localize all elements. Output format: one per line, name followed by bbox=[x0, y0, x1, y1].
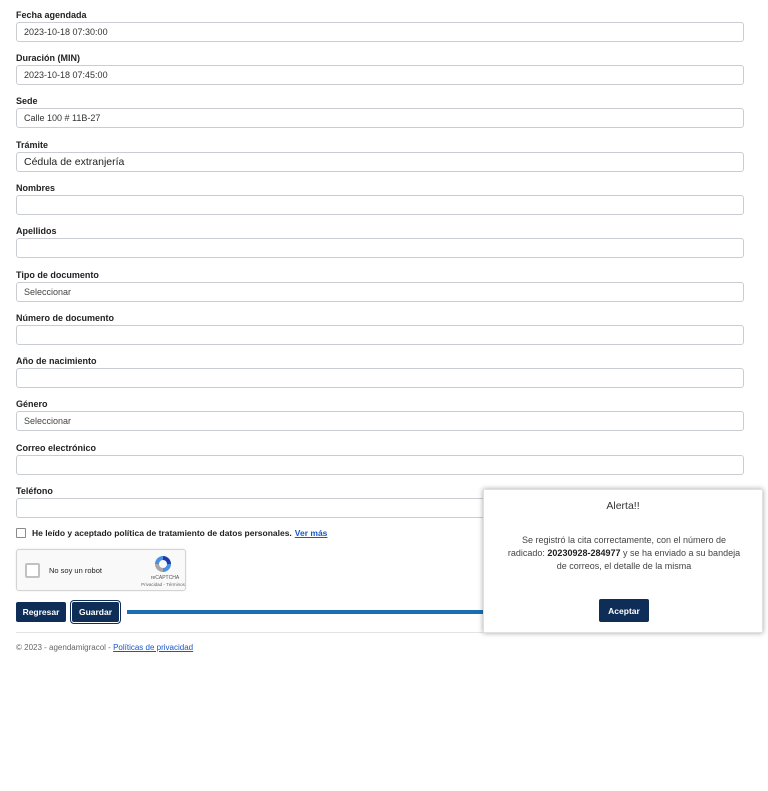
consent-row bbox=[16, 528, 327, 538]
guardar-button[interactable]: Guardar bbox=[72, 602, 119, 622]
sede-field[interactable]: Calle 100 # 11B-27 bbox=[16, 108, 744, 128]
telefono-label: Teléfono bbox=[16, 486, 53, 496]
nombres-field[interactable] bbox=[16, 195, 744, 215]
alert-message bbox=[504, 534, 744, 573]
recaptcha-terms[interactable]: Privacidad - Términos bbox=[141, 582, 185, 587]
correo-field[interactable] bbox=[16, 455, 744, 475]
anio-nacimiento-field[interactable] bbox=[16, 368, 744, 388]
tipo-documento-label: Tipo de documento bbox=[16, 270, 99, 280]
recaptcha-checkbox[interactable] bbox=[25, 563, 40, 578]
numero-documento-field[interactable] bbox=[16, 325, 744, 345]
alert-title: Alerta!! bbox=[606, 500, 640, 512]
nombres-label: Nombres bbox=[16, 183, 56, 193]
recaptcha-logo-icon bbox=[153, 554, 173, 574]
correo-label: Correo electrónico bbox=[16, 443, 97, 453]
footer bbox=[16, 643, 193, 652]
recaptcha-brand: reCAPTCHA bbox=[150, 575, 180, 581]
sede-label: Sede bbox=[16, 96, 38, 106]
fecha-agendada-label: Fecha agendada bbox=[16, 10, 87, 20]
genero-select[interactable]: Seleccionar bbox=[16, 411, 744, 431]
alert-message-post: y se ha enviado a su bandeja de correos, el detalle de la misma bbox=[556, 548, 741, 571]
genero-label: Género bbox=[16, 399, 48, 409]
footer-copyright: © 2023 - agendamigracol - bbox=[16, 643, 114, 652]
consent-text: He leído y aceptado política de tratamiento de datos personales. bbox=[32, 528, 292, 538]
tipo-documento-select[interactable]: Seleccionar bbox=[16, 282, 744, 302]
apellidos-field[interactable] bbox=[16, 238, 744, 258]
ver-mas-link[interactable]: Ver más bbox=[294, 528, 328, 538]
alert-message-pre: Se registró la cita correctamente, con el número de radicado: bbox=[507, 535, 727, 558]
consent-checkbox[interactable] bbox=[16, 528, 26, 538]
recaptcha-label: No soy un robot bbox=[49, 566, 102, 575]
alert-dialog bbox=[483, 489, 763, 633]
annotation-arrow-icon bbox=[127, 603, 513, 621]
apellidos-label: Apellidos bbox=[16, 226, 57, 236]
aceptar-button[interactable]: Aceptar bbox=[599, 599, 649, 622]
duracion-field[interactable]: 2023-10-18 07:45:00 bbox=[16, 65, 744, 85]
anio-nacimiento-label: Año de nacimiento bbox=[16, 356, 97, 366]
recaptcha-widget bbox=[16, 549, 186, 591]
fecha-agendada-field[interactable]: 2023-10-18 07:30:00 bbox=[16, 22, 744, 42]
alert-radicado-number: 20230928-284977 bbox=[547, 548, 621, 558]
privacy-policy-link[interactable]: Políticas de privacidad bbox=[113, 643, 194, 652]
tramite-label: Trámite bbox=[16, 140, 49, 150]
numero-documento-label: Número de documento bbox=[16, 313, 115, 323]
regresar-button[interactable]: Regresar bbox=[16, 602, 66, 622]
duracion-label: Duración (MIN) bbox=[16, 53, 80, 63]
tramite-field[interactable]: Cédula de extranjería bbox=[16, 152, 744, 172]
